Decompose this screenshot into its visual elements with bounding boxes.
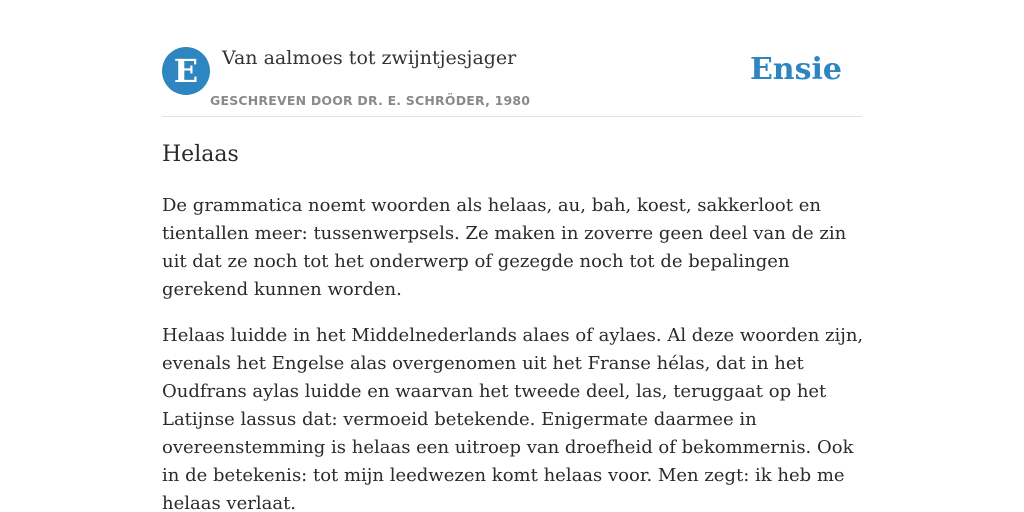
book-title-link[interactable]: Van aalmoes tot zwijntjesjager xyxy=(222,47,517,69)
entry-body xyxy=(162,192,870,512)
entry-paragraph: Helaas luidde in het Middelnederlands alaes of aylaes. Al deze woorden zijn, evenals het Engelse alas overgenomen uit het Franse hélas, dat in het Oudfrans aylas luidde en waarvan het tweede deel, las, teruggaat op het Latijnse lassus dat: vermoeid betekende. Enigermate daarmee in overeenstemming is helaas een uitroep van droefheid of bekommernis. Ook in de betekenis: tot mijn leedwezen komt helaas voor. Men zegt: ik heb me helaas verlaat. xyxy=(162,325,864,512)
header xyxy=(162,46,862,117)
author-byline: GESCHREVEN DOOR DR. E. SCHRÖDER, 1980 xyxy=(210,93,531,108)
entry-title: Helaas xyxy=(162,142,239,167)
ensie-brand-link[interactable]: Ensie xyxy=(749,52,842,87)
ensie-logo-icon[interactable]: E xyxy=(162,47,210,95)
entry-paragraph: De grammatica noemt woorden als helaas, au, bah, koest, sakkerloot en tientallen meer: tussenwerpsels. Ze maken in zoverre geen deel van de zin uit dat ze noch tot het onderwerp of gezegde noch tot de bepalingen gerekend kunnen worden. xyxy=(162,195,847,300)
